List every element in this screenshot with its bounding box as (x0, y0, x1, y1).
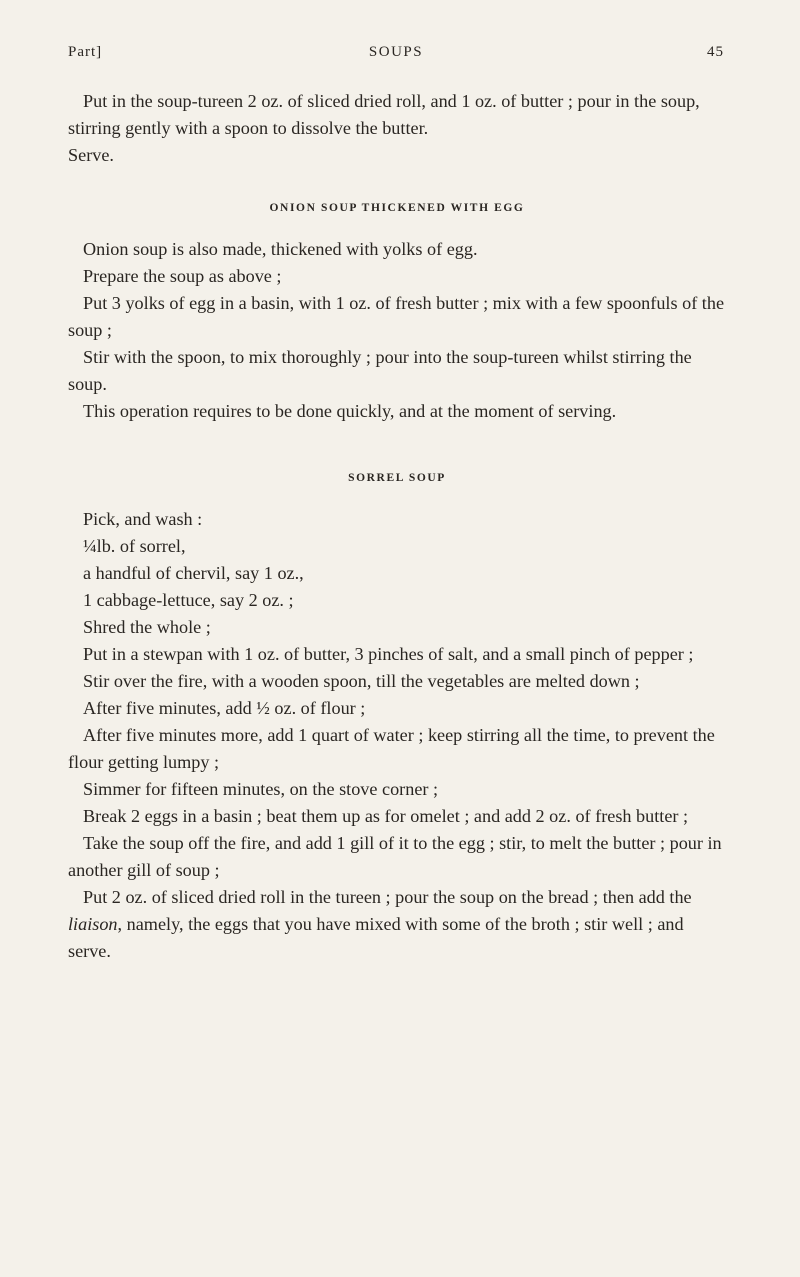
page-number: 45 (707, 44, 724, 60)
onion-paragraph: Onion soup is also made, thickened with yolks of egg. (83, 239, 478, 259)
part-label: Part] (68, 44, 103, 60)
section-heading-sorrel-soup: SORREL SOUP (348, 472, 446, 484)
body-text (68, 88, 726, 965)
liaison-term: liaison (68, 914, 118, 934)
ingredient-item: a handful of chervil, say 1 oz., (83, 563, 304, 583)
section-heading-onion-soup: ONION SOUP THICKENED WITH EGG (269, 202, 525, 214)
sorrel-step: Simmer for fifteen minutes, on the stove corner ; (83, 779, 439, 799)
onion-paragraph: Stir with the spoon, to mix thoroughly ; pour into the soup-tureen whilst stirring the soup. (68, 347, 692, 394)
onion-paragraph: This operation requires to be done quickly, and at the moment of serving. (83, 401, 617, 421)
sorrel-step: Stir over the fire, with a wooden spoon, till the vegetables are melted down ; (83, 671, 640, 691)
onion-paragraph: Put 3 yolks of egg in a basin, with 1 oz. of fresh butter ; mix with a few spoonfuls of the soup ; (68, 293, 725, 340)
sorrel-step: Shred the whole ; (83, 617, 211, 637)
final-step-text-before: Put 2 oz. of sliced dried roll in the tureen ; pour the soup on the bread ; then add the (83, 887, 692, 907)
sorrel-step: Take the soup off the fire, and add 1 gill of it to the egg ; stir, to melt the butter ; pour in another gill of soup ; (68, 833, 722, 880)
ingredient-item: 1 cabbage-lettuce, say 2 oz. ; (83, 590, 294, 610)
ingredient-item: ¼lb. of sorrel, (83, 536, 186, 556)
intro-serve: Serve. (68, 145, 114, 165)
sorrel-intro: Pick, and wash : (83, 509, 203, 529)
intro-paragraph: Put in the soup-tureen 2 oz. of sliced dried roll, and 1 oz. of butter ; pour in the soup, stirring gently with a spoon to dissolve the butter. (68, 91, 700, 138)
sorrel-step: After five minutes more, add 1 quart of water ; keep stirring all the time, to prevent the flour getting lumpy ; (68, 725, 715, 772)
sorrel-step: Break 2 eggs in a basin ; beat them up as for omelet ; and add 2 oz. of fresh butter ; (83, 806, 689, 826)
sorrel-final-step (68, 884, 726, 965)
chapter-title: SOUPS (368, 44, 424, 60)
final-step-text-after: , namely, the eggs that you have mixed with some of the broth ; stir well ; and serve. (68, 914, 684, 961)
onion-paragraph: Prepare the soup as above ; (83, 266, 282, 286)
running-head (68, 44, 724, 61)
sorrel-step: After five minutes, add ½ oz. of flour ; (83, 698, 366, 718)
sorrel-step: Put in a stewpan with 1 oz. of butter, 3 pinches of salt, and a small pinch of pepper ; (83, 644, 694, 664)
